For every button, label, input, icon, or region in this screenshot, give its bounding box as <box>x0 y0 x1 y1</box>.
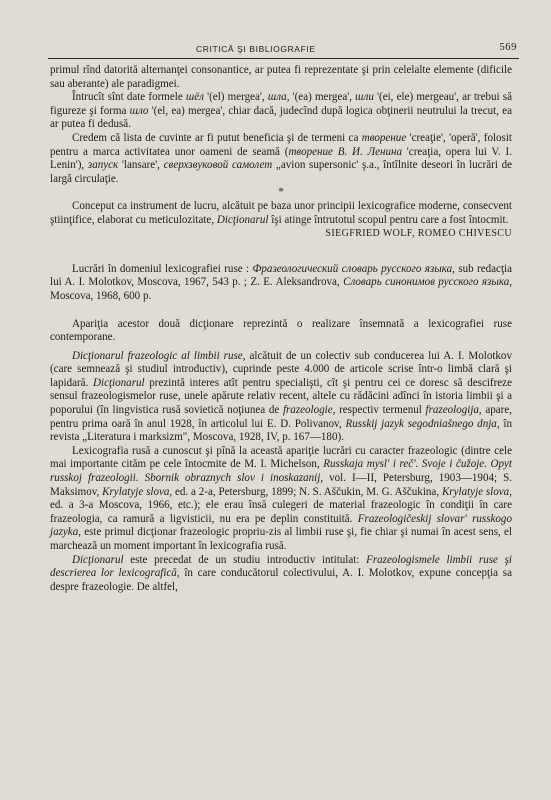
paragraph: Apariţia acestor două dicţionare reprezintă o realizare însemnată a lexicografiei ruse contemporane. <box>50 317 512 344</box>
running-header <box>48 42 519 59</box>
text: 'creaţia, opera lui V. I. Lenin'), <box>50 145 512 172</box>
text: , Moscova, 1968, 600 p. <box>50 276 512 302</box>
paragraph <box>50 132 512 186</box>
italic-term: frazeologija <box>425 404 479 417</box>
text: , în care conducătorul colectivului, A. I. Molotkov, expune concepţia sa despre frazeologie. De altfel, <box>50 567 512 593</box>
cyrillic-word: шло <box>129 104 149 117</box>
text: „avion supersonic' ş.a., întîlnite deseori în lucrări de largă circulaţie. <box>50 159 513 185</box>
text: , ed. a 3-a Moscova, 1966, etc.); ele erau însă culegeri de material frazeologic în condiţii în care frazeologia, ca ramură a ligvisticii, nu era pe deplin constituită. <box>50 485 512 525</box>
italic-term: Frazeologismele limbii ruse şi descrierea lor lexicografică <box>50 553 512 580</box>
text: , în revista „Literatura i marksizm", Moscova, 1928, IV, p. 167—180). <box>50 417 513 444</box>
paragraph <box>50 91 512 132</box>
italic-term: frazeologie <box>282 404 333 417</box>
text: 'creaţie', 'operă', folosit pentru a marca activitatea unor oameni de seamă ( <box>50 131 512 158</box>
page-number: 569 <box>499 42 517 53</box>
paragraph <box>50 350 512 445</box>
text-line: primul rînd datorită alternanţei consonantice, ar putea fi reprezentate şi <box>50 64 370 76</box>
book-title: Словарь синонимов русского языка <box>343 276 510 289</box>
review-heading <box>50 263 512 304</box>
paragraph <box>50 200 512 227</box>
text: , apare, pentru prima oară în anul 1928, în articolul lui E. D. Polivanov, <box>50 404 513 430</box>
paragraph-continued <box>50 64 512 91</box>
author-signature: SIEGFRIED WOLF, ROMEO CHIVESCU <box>325 228 512 240</box>
cyrillic-word: творение <box>361 131 407 144</box>
article-body <box>50 64 512 594</box>
text: , respectiv termenul <box>332 404 426 417</box>
text: Credem că lista de cuvinte ar fi putut beneficia şi de termeni ca <box>72 131 362 144</box>
italic-term: Dicţionarul <box>72 553 124 566</box>
text: , alcătuit de un colectiv sub conducerea lui A. I. Molotkov (care semnează şi studiul introductiv), cuprinde peste 4.000 de articole scrise într-o limbă clară şi lapidară. <box>50 349 512 389</box>
text: îşi atinge întrutotul scopul pentru care a fost întocmit. <box>268 213 509 226</box>
cyrillic-word: шла <box>267 91 287 104</box>
text: '(el) mergea', <box>203 91 268 104</box>
italic-term: Dicţionarul frazeologic al limbii ruse <box>72 349 243 362</box>
text: , sub redacţia lui A. I. Molotkov, Moscova, 1967, 543 p. ; Z. E. Aleksandrova, <box>50 262 512 289</box>
book-title: Krylatyje slova <box>102 485 170 498</box>
text: Lucrări în domeniul lexicografiei ruse : <box>72 262 253 275</box>
paragraph <box>50 554 512 595</box>
text: 'lansare', <box>118 159 164 172</box>
cyrillic-word: творение В. И. Ленина <box>288 145 402 158</box>
section-separator-asterisk: * <box>278 186 284 199</box>
cyrillic-word: шли <box>355 91 374 104</box>
book-title: Krylatyje slova <box>441 485 510 498</box>
cyrillic-word: запуск <box>87 159 119 172</box>
book-title: Фразеологический словарь русского языка <box>252 262 453 275</box>
italic-term: Dicţionarul <box>216 213 269 226</box>
paragraph <box>50 445 512 554</box>
book-title: Russkaja mysl' i reč'. Svoje i čužoje. Opyt russkoj frazeologii. Sbornik obraznych slov i inoskazanij <box>50 458 512 485</box>
text: , '(ea) mergea', <box>286 91 356 104</box>
italic-term: Russkij jazyk segodniašnego dnja <box>345 417 497 430</box>
text: '(ei, ele) mergeau', ar trebui să figureze şi forma <box>50 91 512 117</box>
cyrillic-word: шёл <box>185 91 204 104</box>
text: , vol. I—II, Petersburg, 1903—1904; S. Maksimov, <box>50 472 512 498</box>
italic-term: Dicţionarul <box>93 376 145 389</box>
text: , ed. a 2-a, Petersburg, 1899; N. S. Aščukin, M. G. Aščukina, <box>169 485 442 498</box>
text: '(el, ea) mergea', chiar dacă, judecînd după logica obţinerii neutrului la trecut, ea ar putea fi dedusă. <box>50 104 512 131</box>
cyrillic-word: сверхзвуковой самолет <box>163 159 273 172</box>
text: , este primul dicţionar frazeologic propriu-zis al limbii ruse şi, fie chiar şi numai în acest sens, el marchează un moment important în lexicografia rusă. <box>50 526 512 552</box>
text: Lexicografia rusă a cunoscut şi pînă la această apariţie lucrări cu caracter frazeologic (dintre cele mai importante cităm pe cele întocmite de M. I. Michelson, <box>50 444 512 471</box>
text: Conceput ca instrument de lucru, alcătuit pe baza unor principii lexicografice moderne, consecvent ştiinţifice, elaborat cu meticulozitate, <box>50 199 512 226</box>
book-title: Frazeologičeskij slovar' russkogo jazyka <box>50 512 512 539</box>
running-title: CRITICĂ ŞI BIBLIOGRAFIE <box>196 44 316 54</box>
text-line: prin celelalte elemente (dificile sau aberante) ale paradigmei. <box>50 64 512 90</box>
text: este precedat de un studiu introductiv intitulat: <box>123 553 367 566</box>
text: Întrucît sînt date formele <box>72 91 186 104</box>
text: prezintă interes atît pentru specialişti, cît şi pentru cei ce doresc să descifreze sensul frazeologismelor ruse, unele apărute relativ recent, altele cu rădăcini adînci în istoria limbii şi a poporului (în lingvistica rusă sovietică noţiunea de <box>50 376 512 417</box>
